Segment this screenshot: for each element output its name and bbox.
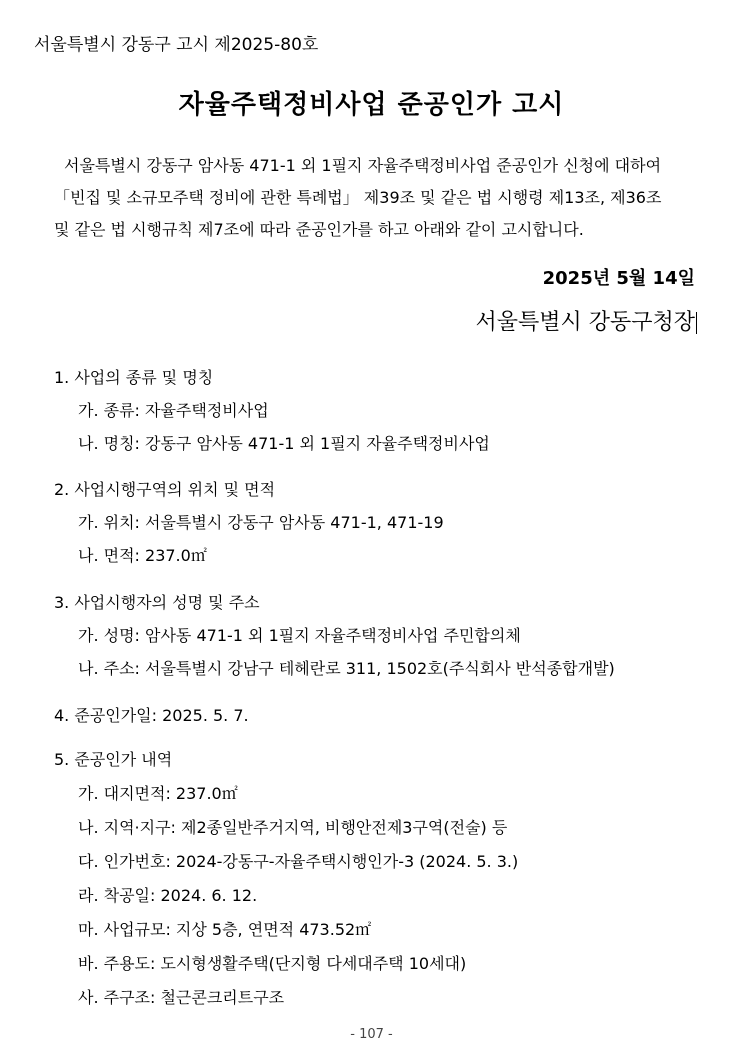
section-item: 나. 지역·지구: 제2종일반주거지역, 비행안전제3구역(전술) 등 [78,818,508,837]
intro-paragraph [54,150,694,246]
section-item: 나. 주소: 서울특별시 강남구 테헤란로 311, 1502호(주식회사 반석종합개발) [78,659,615,678]
section-item: 다. 인가번호: 2024-강동구-자율주택시행인가-3 (2024. 5. 3.) [78,852,519,871]
section-item: 마. 사업규모: 지상 5층, 연면적 473.52㎡ [78,920,372,939]
section-heading: 5. 준공인가 내역 [54,750,173,769]
section-heading: 4. 준공인가일: 2025. 5. 7. [54,706,249,725]
section-heading: 2. 사업시행구역의 위치 및 면적 [54,480,276,499]
section-item: 가. 위치: 서울특별시 강동구 암사동 471-1, 471-19 [78,513,444,532]
signer-name: 서울특별시 강동구청장 [475,310,695,335]
section-heading: 1. 사업의 종류 및 명칭 [54,368,214,387]
intro-line: 서울특별시 강동구 암사동 471-1 외 1필지 자율주택정비사업 준공인가 신청에 대하여 [64,156,662,175]
page-number: - 107 - [350,1027,393,1042]
section-item: 바. 주용도: 도시형생활주택(단지형 다세대주택 10세대) [78,954,467,973]
section-item: 가. 종류: 자율주택정비사업 [78,401,269,420]
section-item: 사. 주구조: 철근콘크리트구조 [78,988,285,1007]
section-item: 가. 성명: 암사동 471-1 외 1필지 자율주택정비사업 주민합의체 [78,626,521,645]
section-item: 가. 대지면적: 237.0㎡ [78,784,238,803]
signer-block [475,305,697,336]
section-item: 나. 면적: 237.0㎡ [78,546,207,565]
section-item: 라. 착공일: 2024. 6. 12. [78,886,258,905]
notice-number: 서울특별시 강동구 고시 제2025-80호 [34,35,319,55]
notice-date: 2025년 5월 14일 [542,268,695,289]
intro-line: 「빈집 및 소규모주택 정비에 관한 특례법」 제39조 및 같은 법 시행령 제13조, 제36조 [54,188,662,207]
section-item: 나. 명칭: 강동구 암사동 471-1 외 1필지 자율주택정비사업 [78,434,490,453]
intro-line: 및 같은 법 시행규칙 제7조에 따라 준공인가를 하고 아래와 같이 고시합니다. [54,220,584,239]
text-cursor [696,312,697,334]
section-heading: 3. 사업시행자의 성명 및 주소 [54,593,260,612]
notice-title: 자율주택정비사업 준공인가 고시 [178,90,565,120]
